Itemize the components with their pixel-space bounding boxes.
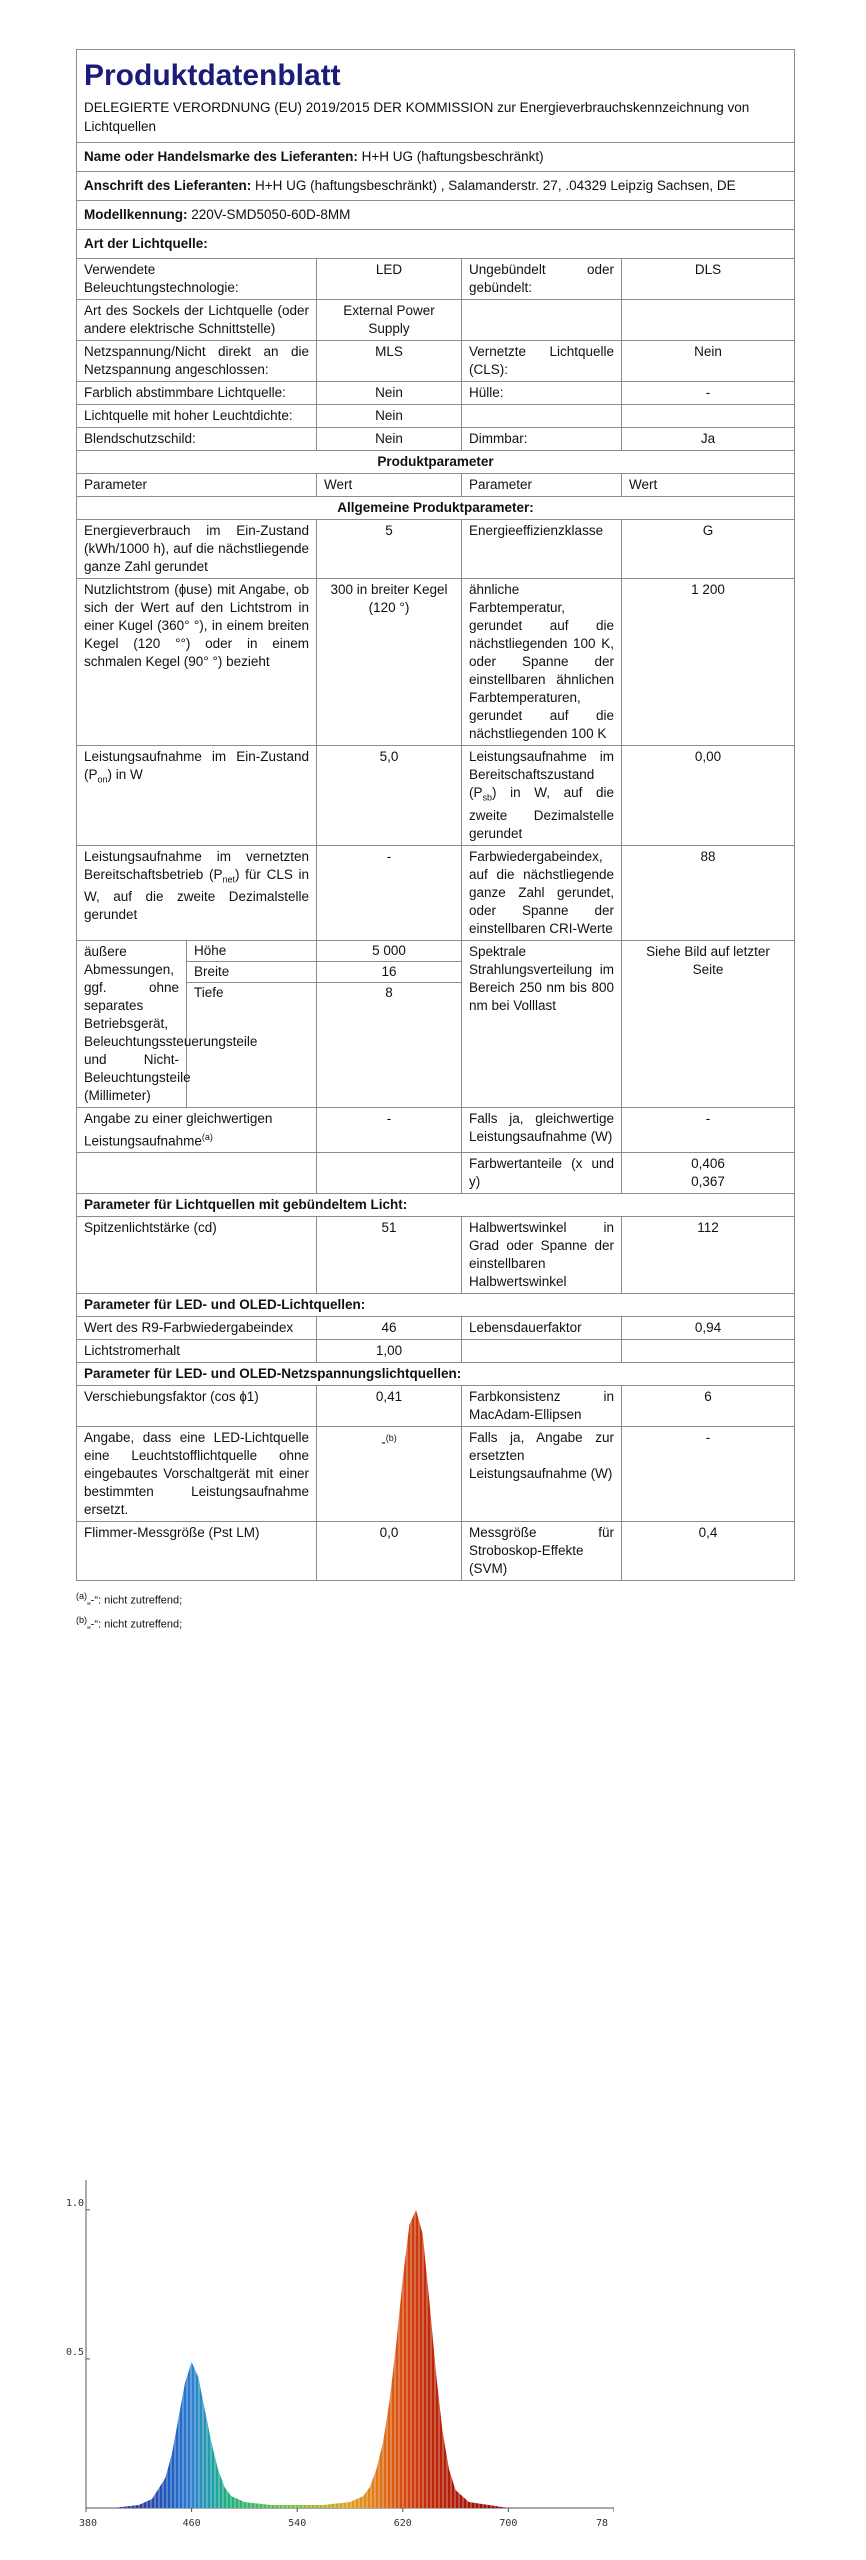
supplier-name-row bbox=[77, 143, 795, 172]
on-mode-power-value: 5,0 bbox=[317, 746, 462, 846]
column-header: Parameter bbox=[462, 474, 622, 497]
flicker-value: 0,0 bbox=[317, 1522, 462, 1581]
cct-value: 1 200 bbox=[622, 579, 795, 746]
power-row bbox=[77, 746, 795, 846]
footnote-b-ref: (b) bbox=[385, 1433, 397, 1444]
replacement-claim-value bbox=[317, 1427, 462, 1522]
standby-power-label-b: ) in W, auf die zweite Dezimalstelle gerundet bbox=[469, 785, 614, 841]
light-source-type-heading: Art der Lichtquelle: bbox=[77, 230, 795, 259]
dimensions-values bbox=[317, 940, 462, 1107]
dimensions-cell bbox=[77, 940, 317, 1107]
replacement-claim-dash: - bbox=[381, 1434, 386, 1450]
type-row-value: Nein bbox=[622, 341, 795, 382]
dimension-name: Breite bbox=[187, 962, 316, 983]
useful-flux-value: 300 in breiter Kegel (120 °) bbox=[317, 579, 462, 746]
energy-class-value: G bbox=[622, 520, 795, 579]
flicker-label: Flimmer-Messgröße (Pst LM) bbox=[77, 1522, 317, 1581]
type-row-value bbox=[622, 405, 795, 428]
type-row-label: Lichtquelle mit hoher Leuchtdichte: bbox=[77, 405, 317, 428]
networked-row bbox=[77, 845, 795, 940]
product-parameters-heading: Produktparameter bbox=[77, 451, 795, 474]
chromaticity-values bbox=[622, 1153, 795, 1194]
type-row-label: Verwendete Beleuchtungstechnologie: bbox=[77, 259, 317, 300]
energy-on-label: Energieverbrauch im Ein-Zustand (kWh/1000 h), auf die nächstliegende ganze Zahl gerundet bbox=[77, 520, 317, 579]
type-row bbox=[77, 382, 795, 405]
type-row-value: Nein bbox=[317, 405, 462, 428]
svm-label: Messgröße für Stroboskop-Effekte (SVM) bbox=[462, 1522, 622, 1581]
supplier-name-label: Name oder Handelsmarke des Lieferanten: bbox=[84, 149, 358, 164]
column-header-row bbox=[77, 474, 795, 497]
networked-power-label-b: ) für CLS in W, auf die zweite Dezimalstelle gerundet bbox=[84, 866, 310, 923]
spectral-distribution-chart bbox=[66, 2168, 614, 2548]
macadam-label: Farbkonsistenz in MacAdam-Ellipsen bbox=[462, 1386, 622, 1427]
equivalent-row bbox=[77, 1107, 795, 1153]
cct-label: ähnliche Farbtemperatur, gerundet auf die nächstliegenden 100 K, oder Spanne der einstellbaren ähnlichen Farbtemperaturen, gerundet auf die nächstliegenden 100 K bbox=[462, 579, 622, 746]
title-cell bbox=[77, 50, 795, 143]
equivalent-power-claim-value: - bbox=[317, 1107, 462, 1153]
footnote-b bbox=[76, 1611, 794, 1635]
cri-label: Farbwiedergabeindex, auf die nächstliegende ganze Zahl gerundet, oder Spanne der einstellbaren CRI-Werte bbox=[462, 845, 622, 940]
led-section-heading: Parameter für LED- und OLED-Lichtquellen: bbox=[77, 1294, 795, 1317]
dimensions-row bbox=[77, 940, 795, 1107]
type-row-label: Netzspannung/Nicht direkt an die Netzspannung angeschlossen: bbox=[77, 341, 317, 382]
type-row-value: External Power Supply bbox=[317, 300, 462, 341]
type-row-label: Ungebündelt oder gebündelt: bbox=[462, 259, 622, 300]
r9-label: Wert des R9-Farbwiedergabeindex bbox=[77, 1317, 317, 1340]
type-row-label bbox=[462, 300, 622, 341]
supplier-address-label: Anschrift des Lieferanten: bbox=[84, 178, 252, 193]
type-row-value: MLS bbox=[317, 341, 462, 382]
data-sheet-table bbox=[76, 49, 795, 1581]
footnotes bbox=[76, 1587, 794, 1634]
type-row-value: - bbox=[622, 382, 795, 405]
dimension-value: 8 bbox=[385, 984, 393, 1000]
type-row-label: Art des Sockels der Lichtquelle (oder andere elektrische Schnittstelle) bbox=[77, 300, 317, 341]
peak-intensity-value: 51 bbox=[317, 1217, 462, 1294]
standby-power-subscript: sb bbox=[482, 792, 493, 803]
type-row-label: Blendschutzschild: bbox=[77, 428, 317, 451]
model-label: Modellkennung: bbox=[84, 207, 188, 222]
chromaticity-label: Farbwertanteile (x und y) bbox=[462, 1153, 622, 1194]
type-row-value: DLS bbox=[622, 259, 795, 300]
svm-value: 0,4 bbox=[622, 1522, 795, 1581]
supplier-address-row bbox=[77, 172, 795, 201]
mains-row bbox=[77, 1386, 795, 1427]
survival-factor-value: 0,94 bbox=[622, 1317, 795, 1340]
networked-power-value: - bbox=[317, 845, 462, 940]
replaced-power-value: - bbox=[622, 1427, 795, 1522]
footnote-b-text: „-“: nicht zutreffend; bbox=[87, 1618, 183, 1631]
dimension-name: Höhe bbox=[187, 941, 316, 962]
x-tick-label: 620 bbox=[393, 2518, 412, 2529]
y-tick-label: 1.0 bbox=[66, 2197, 84, 2209]
mains-row bbox=[77, 1427, 795, 1522]
type-row-label bbox=[462, 405, 622, 428]
chromaticity-row bbox=[77, 1153, 795, 1194]
dimension-name: Tiefe bbox=[194, 984, 224, 1000]
page-title: Produktdatenblatt bbox=[84, 59, 341, 92]
empty-cell bbox=[622, 1340, 795, 1363]
replacement-claim-label: Angabe, dass eine LED-Lichtquelle eine Leuchtstofflichtquelle ohne eingebautes Vorschaltgerät mit einer bestimmten Leistungsaufnahme ersetzt. bbox=[77, 1427, 317, 1522]
lumen-maintenance-label: Lichtstromerhalt bbox=[77, 1340, 317, 1363]
footnote-a bbox=[76, 1587, 794, 1611]
on-mode-power-subscript: on bbox=[97, 774, 108, 785]
mains-row bbox=[77, 1522, 795, 1581]
replaced-power-label: Falls ja, Angabe zur ersetzten Leistungsaufnahme (W) bbox=[462, 1427, 622, 1522]
x-tick-label: 380 bbox=[78, 2518, 98, 2529]
flux-row bbox=[77, 579, 795, 746]
useful-flux-label: Nutzlichtstrom (ɸuse) mit Angabe, ob sich der Wert auf den Lichtstrom in einer Kugel (360° °), in einem breiten Kegel (120 °°) oder in einem schmalen Kegel (90° °) bezieht bbox=[77, 579, 317, 746]
regulation-subtitle: DELEGIERTE VERORDNUNG (EU) 2019/2015 DER KOMMISSION zur Energieverbrauchskennzeichnung von Lichtquellen bbox=[84, 100, 750, 134]
networked-power-label bbox=[77, 845, 317, 940]
x-tick-label: 700 bbox=[499, 2518, 518, 2529]
energy-row bbox=[77, 520, 795, 579]
chromaticity-y: 0,367 bbox=[691, 1174, 725, 1190]
networked-power-subscript: net bbox=[222, 874, 235, 885]
peak-intensity-label: Spitzenlichtstärke (cd) bbox=[77, 1217, 317, 1294]
supplier-address-value: H+H UG (haftungsbeschränkt) , Salamanderstr. 27, .04329 Leipzig Sachsen, DE bbox=[255, 178, 736, 193]
footnote-a-ref: (a) bbox=[201, 1131, 213, 1142]
column-header: Wert bbox=[317, 474, 462, 497]
networked-power-label-a: Leistungsaufnahme im vernetzten Bereitschaftsbetrieb (P bbox=[84, 848, 309, 882]
general-parameters-heading: Allgemeine Produktparameter: bbox=[77, 497, 795, 520]
type-row-value: LED bbox=[317, 259, 462, 300]
type-row bbox=[77, 428, 795, 451]
equivalent-power-claim-text: Angabe zu einer gleichwertigen Leistungsaufnahme bbox=[84, 1110, 273, 1149]
mains-section-heading: Parameter für LED- und OLED-Netzspannungslichtquellen: bbox=[77, 1363, 795, 1386]
dimensions-label-table bbox=[77, 941, 316, 1107]
directional-section-heading: Parameter für Lichtquellen mit gebündeltem Licht: bbox=[77, 1194, 795, 1217]
dimensions-label: äußere Abmessungen, ggf. ohne separates Betriebsgerät, Beleuchtungssteuerungsteile und Nicht-Beleuchtungsteile (Millimeter) bbox=[77, 941, 187, 1107]
type-row-label: Hülle: bbox=[462, 382, 622, 405]
directional-row bbox=[77, 1217, 795, 1294]
equivalent-power-value: - bbox=[622, 1107, 795, 1153]
dimension-value: 5 000 bbox=[317, 941, 461, 962]
chromaticity-x: 0,406 bbox=[691, 1156, 725, 1172]
led-row bbox=[77, 1340, 795, 1363]
supplier-name-value: H+H UG (haftungsbeschränkt) bbox=[361, 149, 544, 164]
type-row-label: Vernetzte Lichtquelle (CLS): bbox=[462, 341, 622, 382]
energy-class-label: Energieeffizienzklasse bbox=[462, 520, 622, 579]
beam-angle-value: 112 bbox=[622, 1217, 795, 1294]
dimensions-names bbox=[187, 941, 317, 1107]
column-header: Parameter bbox=[77, 474, 317, 497]
type-row bbox=[77, 405, 795, 428]
equivalent-power-claim-label bbox=[77, 1107, 317, 1153]
column-header: Wert bbox=[622, 474, 795, 497]
equivalent-power-label: Falls ja, gleichwertige Leistungsaufnahme (W) bbox=[462, 1107, 622, 1153]
empty-cell bbox=[317, 1153, 462, 1194]
on-mode-power-label-a: Leistungsaufnahme im Ein-Zustand (P bbox=[84, 749, 309, 782]
standby-power-label bbox=[462, 746, 622, 846]
empty-cell bbox=[77, 1153, 317, 1194]
survival-factor-label: Lebensdauerfaktor bbox=[462, 1317, 622, 1340]
x-tick-label: 460 bbox=[182, 2518, 201, 2529]
x-tick-label: 78 bbox=[595, 2518, 608, 2529]
model-value: 220V-SMD5050-60D-8MM bbox=[191, 207, 351, 222]
spectral-distribution-label: Spektrale Strahlungsverteilung im Bereich 250 nm bis 800 nm bei Volllast bbox=[462, 940, 622, 1107]
product-data-sheet bbox=[76, 49, 794, 1635]
type-row bbox=[77, 300, 795, 341]
standby-power-value: 0,00 bbox=[622, 746, 795, 846]
spectral-distribution-value: Siehe Bild auf letzter Seite bbox=[622, 940, 795, 1107]
type-row-label: Dimmbar: bbox=[462, 428, 622, 451]
footnote-a-text: „-“: nicht zutreffend; bbox=[87, 1594, 183, 1607]
type-row-value: Nein bbox=[317, 428, 462, 451]
type-row-value bbox=[622, 300, 795, 341]
type-row-label: Farblich abstimmbare Lichtquelle: bbox=[77, 382, 317, 405]
macadam-value: 6 bbox=[622, 1386, 795, 1427]
on-mode-power-label-b: ) in W bbox=[107, 767, 143, 782]
type-row-value: Ja bbox=[622, 428, 795, 451]
beam-angle-label: Halbwertswinkel in Grad oder Spanne der einstellbaren Halbwertswinkel bbox=[462, 1217, 622, 1294]
footnote-b-mark: (b) bbox=[76, 1614, 87, 1625]
chart-background bbox=[66, 2168, 614, 2548]
footnote-a-mark: (a) bbox=[76, 1591, 87, 1602]
lumen-maintenance-value: 1,00 bbox=[317, 1340, 462, 1363]
type-row bbox=[77, 341, 795, 382]
empty-cell bbox=[462, 1340, 622, 1363]
type-row-value: Nein bbox=[317, 382, 462, 405]
energy-on-value: 5 bbox=[317, 520, 462, 579]
r9-value: 46 bbox=[317, 1317, 462, 1340]
cri-value: 88 bbox=[622, 845, 795, 940]
dimension-value: 16 bbox=[317, 962, 461, 983]
standby-power-label-a: Leistungsaufnahme im Bereitschaftszustand (P bbox=[469, 749, 614, 800]
type-row bbox=[77, 259, 795, 300]
power-factor-label: Verschiebungsfaktor (cos ɸ1) bbox=[77, 1386, 317, 1427]
power-factor-value: 0,41 bbox=[317, 1386, 462, 1427]
y-tick-label: 0.5 bbox=[66, 2346, 84, 2358]
led-row bbox=[77, 1317, 795, 1340]
model-row bbox=[77, 201, 795, 230]
x-tick-label: 540 bbox=[288, 2518, 307, 2529]
on-mode-power-label bbox=[77, 746, 317, 846]
